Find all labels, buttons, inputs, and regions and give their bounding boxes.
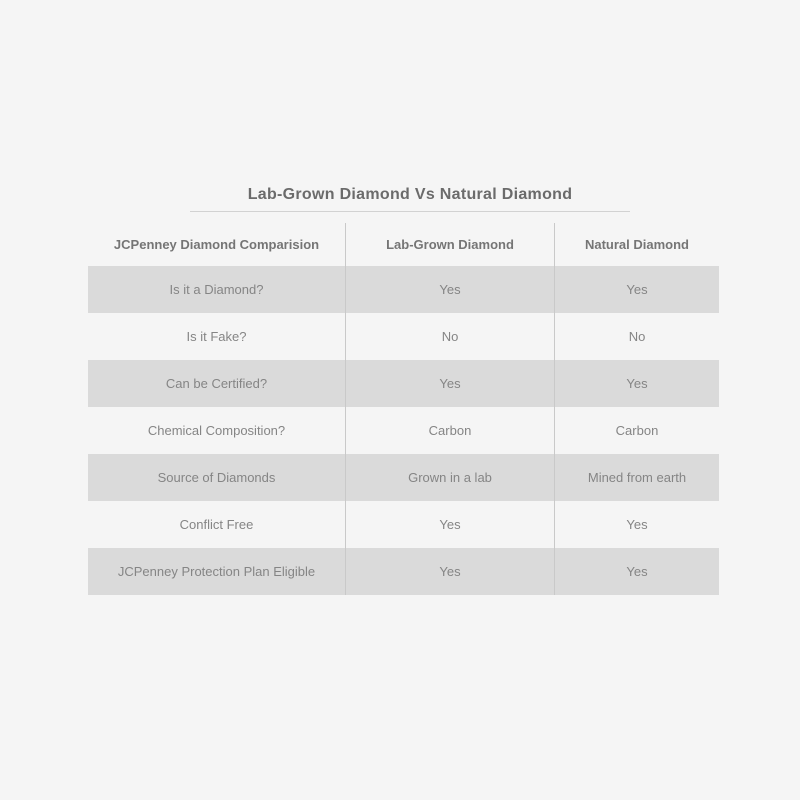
header-cell-feature: JCPenney Diamond Comparision bbox=[88, 223, 346, 266]
table-row bbox=[88, 454, 719, 501]
natural-value-cell: Yes bbox=[626, 282, 648, 297]
feature-cell: Chemical Composition? bbox=[88, 407, 346, 454]
infographic-content bbox=[88, 185, 719, 595]
table-row bbox=[88, 548, 719, 595]
lab-grown-value-cell: Carbon bbox=[346, 407, 555, 454]
feature-cell: Can be Certified? bbox=[88, 360, 346, 407]
table-row bbox=[88, 266, 719, 313]
page-title: Lab-Grown Diamond Vs Natural Diamond bbox=[247, 186, 573, 203]
table-row bbox=[88, 313, 719, 360]
feature-cell: Is it a Diamond? bbox=[88, 266, 346, 313]
feature-cell: JCPenney Protection Plan Eligible bbox=[88, 548, 346, 595]
lab-grown-value-cell: Yes bbox=[346, 501, 555, 548]
natural-value-cell: Yes bbox=[626, 376, 648, 391]
lab-grown-value-cell: No bbox=[346, 313, 555, 360]
natural-value-cell: Carbon bbox=[615, 423, 659, 438]
table-row bbox=[88, 407, 719, 454]
table-row bbox=[88, 501, 719, 548]
feature-cell: Source of Diamonds bbox=[88, 454, 346, 501]
natural-value-cell: No bbox=[628, 329, 646, 344]
table-header-row bbox=[88, 223, 719, 266]
lab-grown-value-cell: Yes bbox=[346, 360, 555, 407]
feature-cell: Conflict Free bbox=[88, 501, 346, 548]
comparison-table bbox=[88, 223, 719, 595]
lab-grown-value-cell: Yes bbox=[346, 548, 555, 595]
natural-value-cell: Yes bbox=[626, 564, 648, 579]
natural-value-cell: Mined from earth bbox=[587, 470, 687, 485]
header-cell-natural: Natural Diamond bbox=[584, 237, 689, 252]
lab-grown-value-cell: Grown in a lab bbox=[346, 454, 555, 501]
header-cell-lab-grown: Lab-Grown Diamond bbox=[346, 223, 555, 266]
table-row bbox=[88, 360, 719, 407]
feature-cell: Is it Fake? bbox=[88, 313, 346, 360]
title-underline bbox=[190, 211, 630, 212]
natural-value-cell: Yes bbox=[626, 517, 648, 532]
lab-grown-value-cell: Yes bbox=[346, 266, 555, 313]
